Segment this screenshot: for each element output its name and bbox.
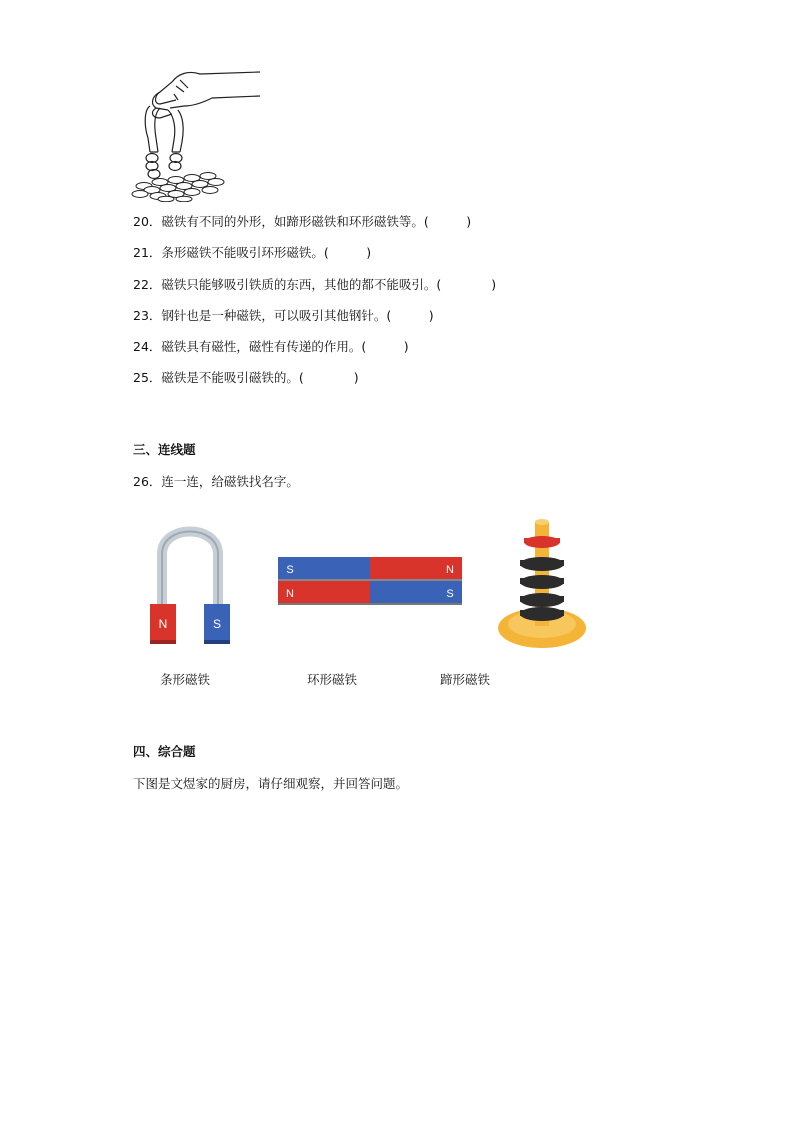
bar2-n-label: N [286, 588, 294, 600]
question-23 [133, 308, 434, 324]
question-number: 25． [133, 370, 162, 385]
section-4-heading: 四、综合题 [133, 744, 196, 759]
ring-magnets-image [494, 516, 590, 656]
bar1-n-label: N [446, 564, 454, 576]
question-number: 24． [133, 339, 162, 354]
question-20 [133, 214, 471, 230]
hand-magnet-illustration [130, 66, 265, 202]
question-text: 磁铁有不同的外形，如蹄形磁铁和环形磁铁等。( ) [161, 214, 472, 229]
bar1-s-label: S [286, 564, 294, 576]
north-pole-label: N [158, 617, 168, 631]
question-text: 钢针也是一种磁铁，可以吸引其他钢针。( ) [161, 308, 434, 323]
section-4-intro: 下图是文煜家的厨房，请仔细观察，并回答问题。 [133, 776, 409, 791]
question-number: 23． [133, 308, 162, 323]
south-pole-label: S [212, 617, 222, 631]
bar-magnets-image [276, 554, 466, 606]
question-25 [133, 370, 359, 386]
question-text: 磁铁是不能吸引磁铁的。( ) [161, 370, 359, 385]
question-number: 21． [133, 245, 162, 260]
question-text: 条形磁铁不能吸引环形磁铁。( ) [161, 245, 372, 260]
question-number: 20． [133, 214, 162, 229]
question-text: 磁铁只能够吸引铁质的东西，其他的都不能吸引。( ) [161, 277, 497, 292]
question-24 [133, 339, 409, 355]
question-number: 22． [133, 277, 162, 292]
caption-horseshoe-magnet: 蹄形磁铁 [440, 672, 491, 687]
question-21 [133, 245, 371, 261]
caption-ring-magnet: 环形磁铁 [307, 672, 358, 687]
question-26: 26．连一连，给磁铁找名字。 [133, 474, 299, 489]
section-3-heading: 三、连线题 [133, 442, 196, 457]
question-22 [133, 277, 496, 293]
horseshoe-magnet-image [146, 518, 242, 650]
caption-bar-magnet: 条形磁铁 [160, 672, 211, 687]
question-text: 磁铁具有磁性，磁性有传递的作用。( ) [161, 339, 409, 354]
bar2-s-label: S [446, 588, 454, 600]
